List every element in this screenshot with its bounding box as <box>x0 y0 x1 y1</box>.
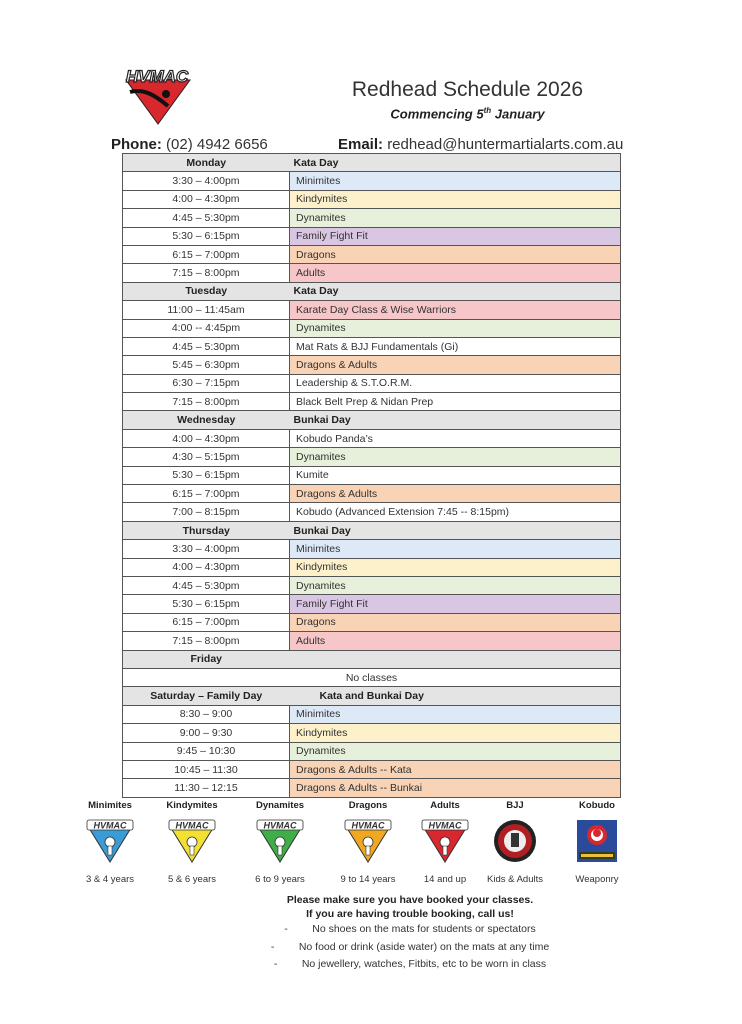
class-time: 8:30 – 9:00 <box>123 705 290 723</box>
legend-title: Kindymites <box>166 800 218 811</box>
phone-number[interactable]: (02) 4942 6656 <box>166 136 268 153</box>
class-row <box>123 742 621 760</box>
class-legend <box>70 800 670 888</box>
day-theme: Bunkai Day <box>290 521 621 539</box>
day-header-row <box>123 650 621 668</box>
class-row <box>123 429 621 447</box>
class-name: Minimites <box>290 540 621 558</box>
class-name: Kobudo (Advanced Extension 7:45 -- 8:15pm) <box>290 503 621 521</box>
hvmac-dragons-logo-icon <box>341 818 395 864</box>
class-row <box>123 760 621 778</box>
class-time: 4:30 – 5:15pm <box>123 448 290 466</box>
svg-text:HVMAC: HVMAC <box>175 820 209 831</box>
day-name: Monday <box>123 154 290 172</box>
class-time: 6:15 – 7:00pm <box>123 613 290 631</box>
class-name: Kobudo Panda’s <box>290 429 621 447</box>
subtitle-suffix: January <box>491 106 545 122</box>
bjj-badge-icon <box>488 818 542 864</box>
class-name: Dragons & Adults <box>290 485 621 503</box>
legend-age: Weaponry <box>575 874 619 885</box>
legend-item <box>240 800 320 885</box>
class-time: 4:00 – 4:30pm <box>123 190 290 208</box>
legend-age: 6 to 9 years <box>255 874 305 885</box>
phone-contact <box>111 136 268 153</box>
class-row <box>123 374 621 392</box>
schedule-table <box>122 153 621 798</box>
rule-item <box>200 939 620 957</box>
page-subtitle <box>330 106 605 121</box>
legend-title: Dynamites <box>255 800 305 811</box>
hvmac-adults-logo-icon <box>418 818 472 864</box>
legend-title: Minimites <box>88 800 132 811</box>
class-row <box>123 448 621 466</box>
class-name: Kindymites <box>290 558 621 576</box>
class-time: 7:15 – 8:00pm <box>123 393 290 411</box>
class-time: 9:45 – 10:30 <box>123 742 290 760</box>
class-row <box>123 356 621 374</box>
class-name: Kindymites <box>290 724 621 742</box>
class-name: Dynamites <box>290 448 621 466</box>
class-time: 6:15 – 7:00pm <box>123 245 290 263</box>
class-name: Dynamites <box>290 576 621 594</box>
subtitle-sup: th <box>483 106 492 115</box>
rule-text: No food or drink (aside water) on the mats at any time <box>298 940 550 953</box>
svg-text:HVMAC: HVMAC <box>351 820 385 831</box>
rule-text: No shoes on the mats for students or spectators <box>312 923 536 935</box>
class-name: Family Fight Fit <box>290 227 621 245</box>
class-row <box>123 540 621 558</box>
class-row <box>123 485 621 503</box>
class-time: 3:30 – 4:00pm <box>123 172 290 190</box>
class-row <box>123 595 621 613</box>
legend-title: BJJ <box>506 800 524 811</box>
class-name: Dynamites <box>290 209 621 227</box>
class-name: Leadership & S.T.O.R.M. <box>290 374 621 392</box>
class-time: 4:45 – 5:30pm <box>123 209 290 227</box>
subtitle-prefix: Commencing 5 <box>390 106 484 122</box>
day-theme: Kata and Bunkai Day <box>290 687 621 705</box>
legend-item <box>475 800 555 885</box>
class-time: 5:30 – 6:15pm <box>123 595 290 613</box>
legend-age: 3 & 4 years <box>85 874 135 885</box>
class-name: Mat Rats & BJJ Fundamentals (Gi) <box>290 337 621 355</box>
day-header-row <box>123 411 621 429</box>
class-name: Minimites <box>290 705 621 723</box>
class-time: 3:30 – 4:00pm <box>123 540 290 558</box>
no-classes-row <box>123 668 621 686</box>
class-row <box>123 190 621 208</box>
class-name: Adults <box>290 264 621 282</box>
class-row <box>123 227 621 245</box>
day-name: Tuesday <box>123 282 290 300</box>
class-row <box>123 209 621 227</box>
class-name: Dynamites <box>290 319 621 337</box>
email-contact <box>338 136 623 153</box>
day-theme: Bunkai Day <box>290 411 621 429</box>
class-row <box>123 503 621 521</box>
class-name: Karate Day Class & Wise Warriors <box>290 301 621 319</box>
legend-title: Dragons <box>348 800 388 811</box>
class-row <box>123 337 621 355</box>
class-row <box>123 393 621 411</box>
svg-text:HVMAC: HVMAC <box>428 820 462 831</box>
class-name: Dragons <box>290 613 621 631</box>
class-row <box>123 779 621 797</box>
legend-item <box>557 800 637 885</box>
class-time: 6:15 – 7:00pm <box>123 485 290 503</box>
class-name: Dragons & Adults <box>290 356 621 374</box>
day-theme: Kata Day <box>290 154 621 172</box>
class-row <box>123 264 621 282</box>
svg-text:HVMAC: HVMAC <box>263 820 297 831</box>
day-header-row <box>123 687 621 705</box>
class-name: Family Fight Fit <box>290 595 621 613</box>
class-row <box>123 576 621 594</box>
legend-title: Kobudo <box>579 800 615 811</box>
bullet-dash: - <box>270 940 275 953</box>
day-header-row <box>123 282 621 300</box>
legend-age: Kids & Adults <box>487 874 543 885</box>
day-theme: Kata Day <box>290 282 621 300</box>
hvmac-dynamites-logo-icon <box>253 818 307 864</box>
rule-text: No jewellery, watches, Fitbits, etc to be worn in class <box>301 958 547 970</box>
notes-line-1: Please make sure you have booked your classes. <box>286 894 534 906</box>
class-row <box>123 319 621 337</box>
legend-item <box>70 800 150 885</box>
email-address[interactable]: redhead@huntermartialarts.com.au <box>387 136 624 153</box>
class-time: 4:00 – 4:30pm <box>123 558 290 576</box>
day-header-row <box>123 154 621 172</box>
email-label: Email: <box>338 136 384 153</box>
class-row <box>123 705 621 723</box>
day-name: Wednesday <box>123 411 290 429</box>
class-row <box>123 724 621 742</box>
class-row <box>123 558 621 576</box>
class-time: 4:00 -- 4:45pm <box>123 319 290 337</box>
legend-item <box>405 800 485 885</box>
class-name: Minimites <box>290 172 621 190</box>
bullet-dash: - <box>273 958 278 970</box>
notes-line-2: If you are having trouble booking, call us! <box>306 908 514 920</box>
day-theme <box>290 650 621 668</box>
class-time: 5:30 – 6:15pm <box>123 466 290 484</box>
class-row <box>123 172 621 190</box>
booking-notes <box>200 893 620 974</box>
class-time: 11:30 – 12:15 <box>123 779 290 797</box>
day-name: Friday <box>123 650 290 668</box>
class-row <box>123 245 621 263</box>
bullet-dash: - <box>284 923 288 935</box>
class-row <box>123 466 621 484</box>
day-name: Saturday – Family Day <box>123 687 290 705</box>
kobudo-flag-icon <box>570 818 624 864</box>
class-time: 11:00 – 11:45am <box>123 301 290 319</box>
class-name: Kumite <box>290 466 621 484</box>
hvmac-logo-icon <box>120 66 194 126</box>
legend-age: 14 and up <box>423 874 467 885</box>
legend-age: 9 to 14 years <box>340 874 396 885</box>
class-time: 5:45 – 6:30pm <box>123 356 290 374</box>
rule-item <box>200 956 620 974</box>
hvmac-kindymites-logo-icon <box>165 818 219 864</box>
page-title: Redhead Schedule 2026 <box>351 78 584 101</box>
legend-age: 5 & 6 years <box>167 874 217 885</box>
class-time: 6:30 – 7:15pm <box>123 374 290 392</box>
class-time: 9:00 – 9:30 <box>123 724 290 742</box>
svg-text:HVMAC: HVMAC <box>93 820 127 831</box>
legend-item <box>328 800 408 885</box>
class-name: Dragons & Adults -- Bunkai <box>290 779 621 797</box>
legend-item <box>152 800 232 885</box>
class-name: Dynamites <box>290 742 621 760</box>
class-row <box>123 632 621 650</box>
rule-item <box>200 921 620 939</box>
class-time: 4:00 – 4:30pm <box>123 429 290 447</box>
class-time: 10:45 – 11:30 <box>123 760 290 778</box>
phone-label: Phone: <box>111 136 162 153</box>
no-classes-note: No classes <box>123 668 621 686</box>
day-header-row <box>123 521 621 539</box>
class-time: 7:00 – 8:15pm <box>123 503 290 521</box>
rules-list <box>200 921 620 974</box>
hvmac-minimites-logo-icon <box>83 818 137 864</box>
class-row <box>123 301 621 319</box>
class-time: 4:45 – 5:30pm <box>123 337 290 355</box>
class-name: Dragons & Adults -- Kata <box>290 760 621 778</box>
class-time: 4:45 – 5:30pm <box>123 576 290 594</box>
class-name: Kindymites <box>290 190 621 208</box>
class-name: Adults <box>290 632 621 650</box>
class-time: 7:15 – 8:00pm <box>123 264 290 282</box>
legend-title: Adults <box>430 800 460 811</box>
class-name: Black Belt Prep & Nidan Prep <box>290 393 621 411</box>
day-name: Thursday <box>123 521 290 539</box>
class-name: Dragons <box>290 245 621 263</box>
svg-text:HVMAC: HVMAC <box>125 67 189 86</box>
class-time: 5:30 – 6:15pm <box>123 227 290 245</box>
class-row <box>123 613 621 631</box>
class-time: 7:15 – 8:00pm <box>123 632 290 650</box>
